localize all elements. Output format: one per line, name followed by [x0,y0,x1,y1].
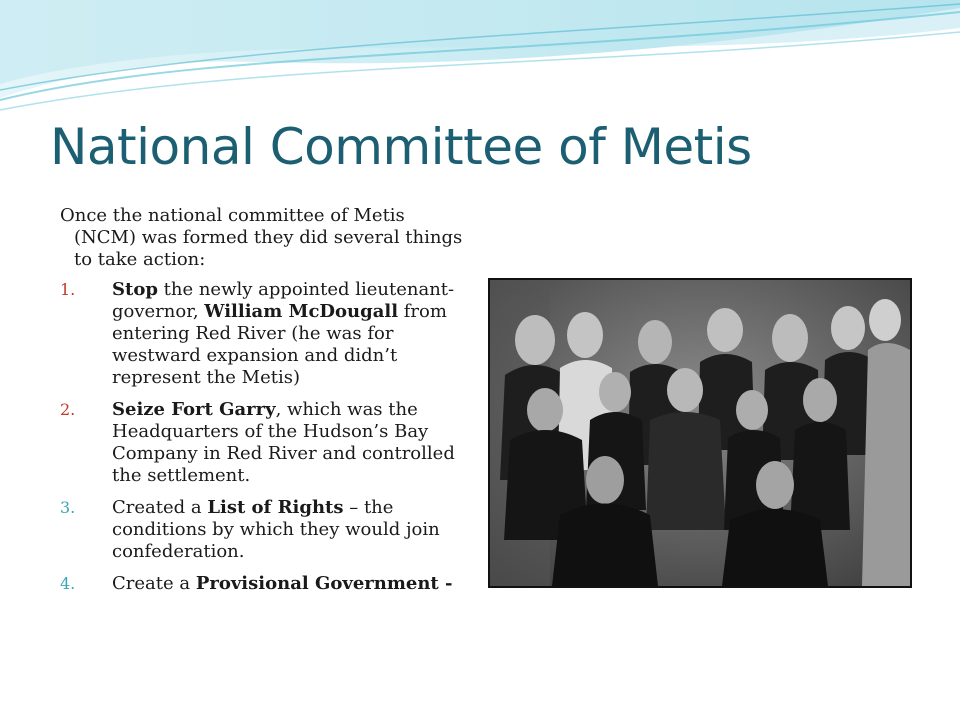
list-item-text: the newly appointed lieutenant-governor, [112,279,455,322]
slide-body [60,205,465,605]
list-item-number: 4. [60,574,76,593]
intro-text: Once the national committee of Metis (NCM) was formed they did several things to take action: [60,205,463,270]
list-item-emphasis: Seize Fort Garry [112,399,276,420]
list-item-text: Created a [112,497,208,518]
list-item-emphasis: Stop [112,279,158,300]
list-item [60,573,465,595]
list-item-text: Create a [112,573,196,594]
list-item-emphasis: Provisional Government - [195,573,453,594]
list-item [60,497,465,563]
list-item-number: 3. [60,498,76,517]
slide-title: National Committee of Metis [50,118,752,176]
list-item-number: 1. [60,280,76,299]
list-item-number: 2. [60,400,76,419]
list-item-text: , which was the Headquarters of the Hudson’s Bay Company in Red River and controlled the settlement. [112,399,455,486]
list-item-text: – the conditions by which they would join confederation. [112,497,440,562]
decorative-waves [0,0,960,120]
list-item-emphasis: List of Rights [207,497,344,518]
list-item-text: from entering Red River (he was for westward expansion and didn’t represent the Metis) [112,301,447,388]
action-list [60,279,465,595]
group-photograph-icon [490,280,910,586]
list-item [60,399,465,487]
list-item-emphasis: William McDougall [204,301,399,322]
list-item [60,279,465,389]
historical-photo [488,278,912,588]
